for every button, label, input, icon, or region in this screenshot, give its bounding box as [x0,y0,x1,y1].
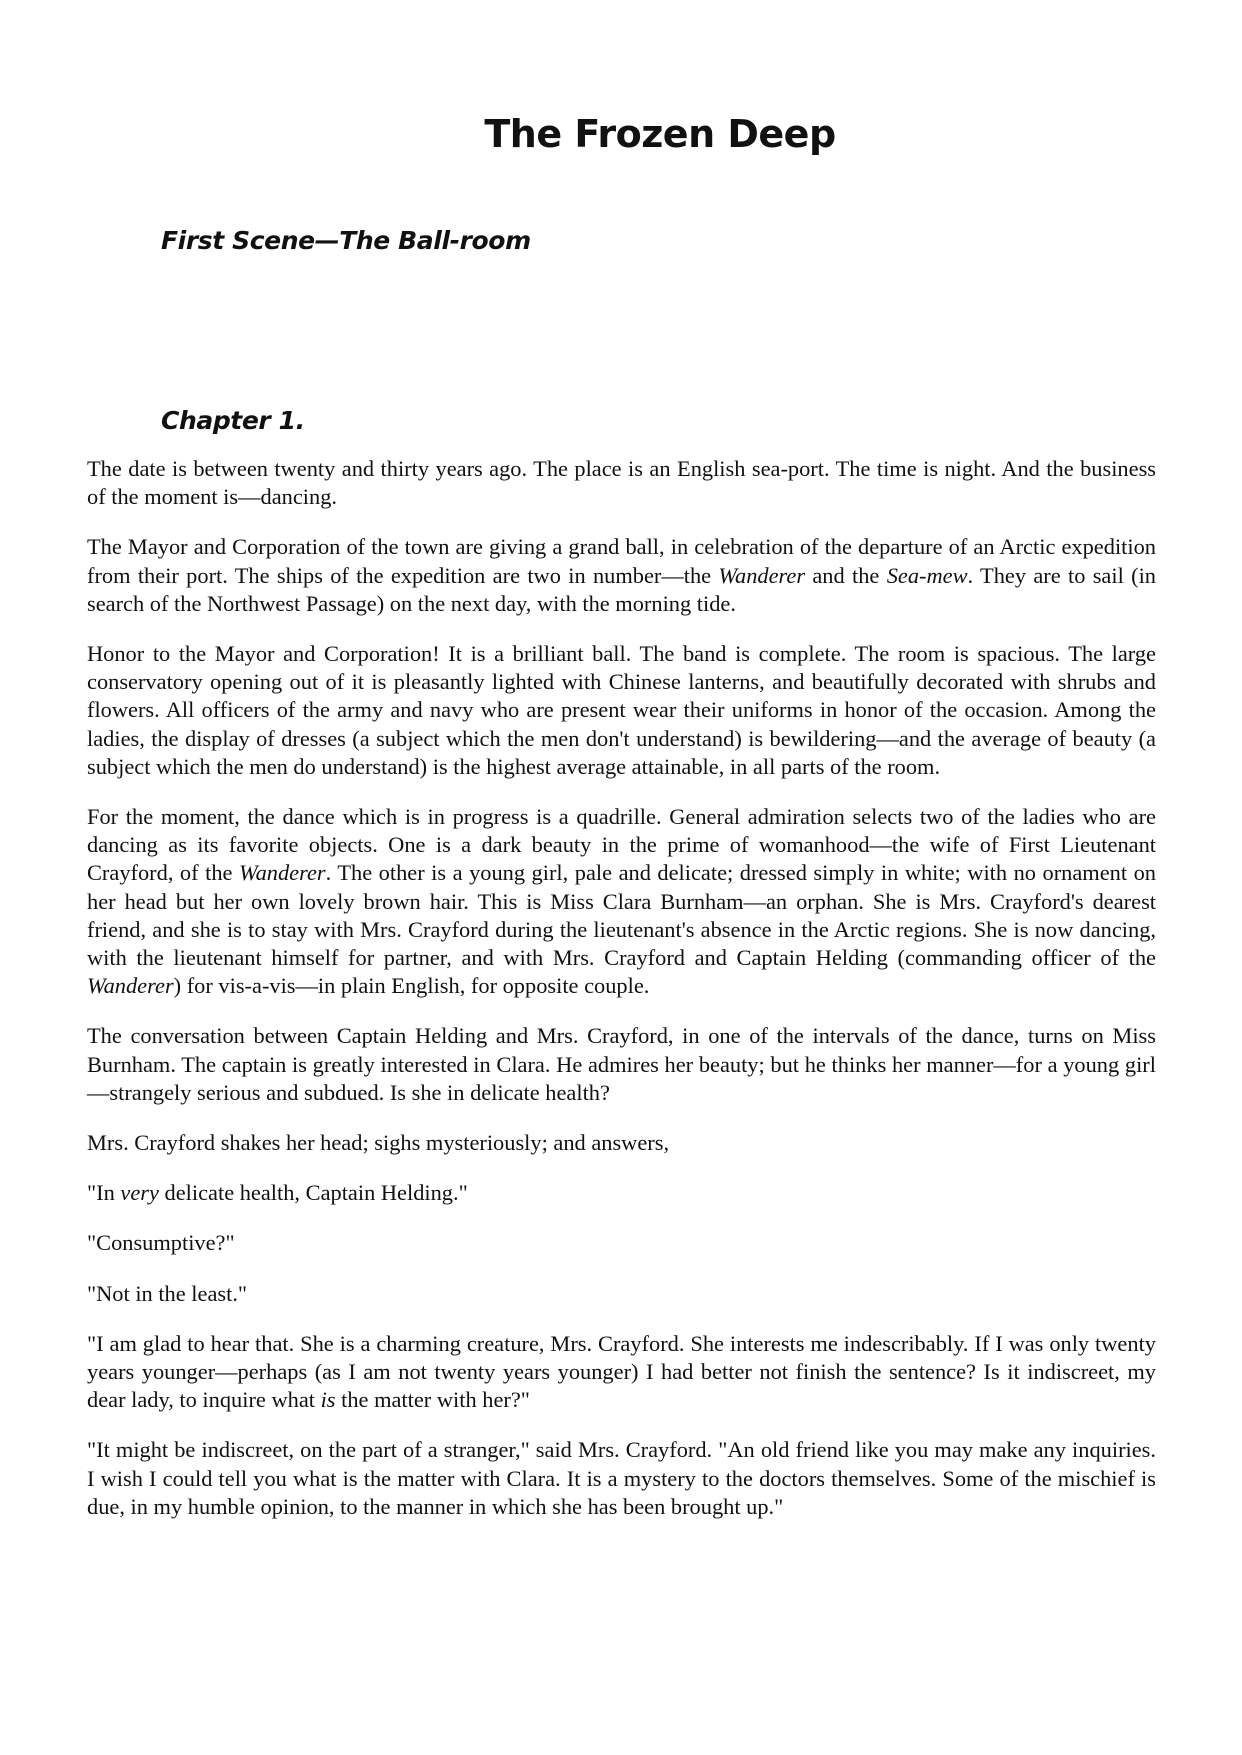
paragraph-text: . They are to sail (in search of the Northwest Passage) on the next day, with the morning tide. [87,562,1156,616]
paragraph-text: ) for vis-a-vis—in plain English, for opposite couple. [173,973,650,999]
paragraph-text: The Mayor and Corporation of the town are giving a grand ball, in celebration of the departure of an Arctic expedition from their port. The ships of the expedition are two in number—the [87,534,1156,588]
body-paragraph [87,1179,1156,1207]
paragraph-text: . The other is a young girl, pale and delicate; dressed simply in white; with no ornament on her head but her own lovely brown hair. This is Miss Clara Burnham—an orphan. She is Mrs. Crayford's dearest friend, and she is to stay with Mrs. Crayford during the lieutenant's absence in the Arctic regions. She is now dancing, with the lieutenant himself for partner, and with Mrs. Crayford and Captain Helding (commanding officer of the [87,860,1156,971]
italic-text: Sea-mew [886,562,968,588]
paragraph-text: and the [805,562,887,588]
body-paragraph [87,1330,1156,1415]
paragraph-text: delicate health, Captain Helding." [158,1180,468,1206]
paragraph-text: "Not in the least." [87,1280,248,1306]
paragraph-text: The conversation between Captain Helding and Mrs. Crayford, in one of the intervals of the dance, turns on Miss Burnham. The captain is greatly interested in Clara. He admires her beauty; but he thinks her manner—for a young girl—strangely serious and subdued. Is she in delicate health? [87,1023,1156,1105]
body-paragraph [87,1229,1156,1257]
paragraph-text: Honor to the Mayor and Corporation! It is a brilliant ball. The band is complete. The room is spacious. The large conservatory opening out of it is pleasantly lighted with Chinese lanterns, and beautifully decorated with shrubs and flowers. All officers of the army and navy who are present wear their uniforms in honor of the occasion. Among the ladies, the display of dresses (a subject which the men don't understand) is bewildering—and the average of beauty (a subject which the men do understand) is the highest average attainable, in all parts of the room. [87,641,1156,779]
paragraph-text: "I am glad to hear that. She is a charming creature, Mrs. Crayford. She interests me indescribably. If I was only twenty years younger—perhaps (as I am not twenty years younger) I had better not finish the sentence? Is it indiscreet, my dear lady, to inquire what [87,1330,1156,1413]
book-title: The Frozen Deep [484,112,836,156]
body-paragraph [87,640,1156,781]
chapter-body [87,455,1156,1543]
paragraph-text: "In [87,1180,121,1206]
chapter-title: Chapter 1. [161,406,305,435]
italic-text: Wanderer [87,973,174,999]
paragraph-text: For the moment, the dance which is in progress is a quadrille. General admiration selects two of the ladies who are dancing as its favorite objects. One is a dark beauty in the prime of womanhood—the wife of First Lieutenant Crayford, of the [87,804,1156,886]
body-paragraph [87,803,1156,1000]
paragraph-text: "Consumptive?" [87,1230,235,1256]
italic-text: very [120,1180,159,1206]
body-paragraph [87,455,1156,511]
paragraph-text: The date is between twenty and thirty years ago. The place is an English sea-port. The time is night. And the business of the moment is—dancing. [87,456,1156,510]
italic-text: Wanderer [718,562,806,588]
scene-title: First Scene—The Ball-room [161,226,531,255]
paragraph-text: the matter with her?" [335,1387,530,1413]
body-paragraph [87,1129,1156,1157]
body-paragraph [87,1436,1156,1521]
italic-text: is [320,1387,336,1413]
paragraph-text: "It might be indiscreet, on the part of a stranger," said Mrs. Crayford. "An old friend like you may make any inquiries. I wish I could tell you what is the matter with Clara. It is a mystery to the doctors themselves. Some of the mischief is due, in my humble opinion, to the manner in which she has been brought up." [87,1437,1156,1519]
paragraph-text: Mrs. Crayford shakes her head; sighs mysteriously; and answers, [87,1130,670,1156]
body-paragraph [87,1022,1156,1107]
body-paragraph [87,1280,1156,1308]
body-paragraph [87,533,1156,618]
italic-text: Wanderer [238,860,326,886]
